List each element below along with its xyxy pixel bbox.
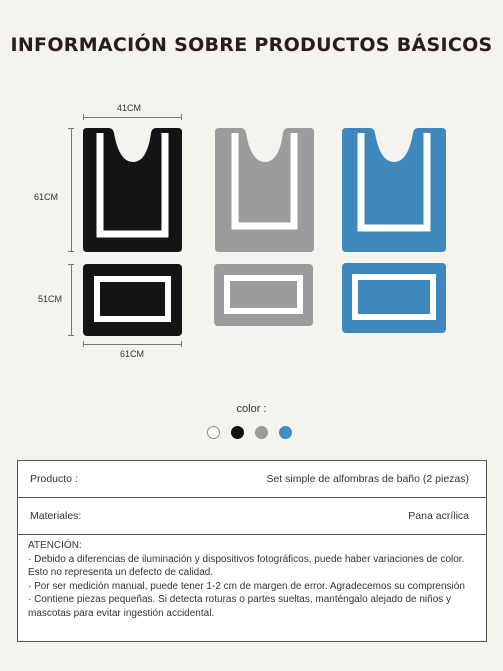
dimension-tick — [181, 114, 182, 120]
attention-notes — [18, 535, 486, 625]
dimension-tick — [68, 264, 74, 265]
dimension-tick — [68, 335, 74, 336]
materials-row — [18, 498, 486, 535]
page-title: INFORMACIÓN SOBRE PRODUCTOS BÁSICOS — [10, 34, 493, 56]
product-value: Set simple de alfombras de baño (2 piezas) — [266, 473, 469, 485]
attention-heading: ATENCIÓN: — [28, 540, 82, 551]
dimension-tick — [83, 114, 84, 120]
product-label: Producto : — [30, 473, 78, 485]
note-item: · Contiene piezas pequeñas. Si detecta roturas o partes sueltas, manténgalo alejado de niños y mascotas para evitar ingestión accidental. — [28, 594, 452, 619]
dimension-top-width: 41CM — [117, 103, 142, 113]
dimension-bottom-width: 61CM — [120, 349, 145, 359]
note-item: · Por ser medición manual, puede tener 1-2 cm de margen de error. Agradecemos su comprensión — [28, 580, 465, 592]
color-label: color : — [236, 403, 267, 415]
dimension-tick — [83, 341, 84, 347]
contour-mat-blue — [342, 128, 446, 252]
color-swatch-white[interactable] — [207, 426, 220, 439]
dimension-tick — [68, 251, 74, 252]
dimension-left-height: 61CM — [34, 192, 59, 202]
color-swatch-gray[interactable] — [255, 426, 268, 439]
contour-mat-black — [83, 128, 182, 252]
contour-mat-gray — [215, 128, 314, 252]
color-swatches — [207, 426, 292, 439]
dimension-line-top — [83, 117, 182, 118]
product-info-table — [17, 460, 487, 642]
color-swatch-black[interactable] — [231, 426, 244, 439]
materials-label: Materiales: — [30, 510, 82, 522]
note-item: · Debido a diferencias de iluminación y dispositivos fotográficos, puede haber variaciones de color. Esto no representa un defecto de calidad. — [28, 553, 465, 579]
product-row — [18, 461, 486, 498]
dimension-tick — [181, 341, 182, 347]
dimension-line-small — [71, 264, 72, 336]
dimension-line-left — [71, 128, 72, 252]
dimension-line-bottom — [83, 344, 182, 345]
dimension-tick — [68, 128, 74, 129]
rect-mat-black — [83, 264, 182, 336]
color-swatch-blue[interactable] — [279, 426, 292, 439]
materials-value: Pana acrílica — [408, 510, 469, 522]
rect-mat-gray — [214, 264, 313, 326]
rect-mat-blue — [342, 263, 446, 333]
dimension-small-height: 51CM — [38, 294, 63, 304]
